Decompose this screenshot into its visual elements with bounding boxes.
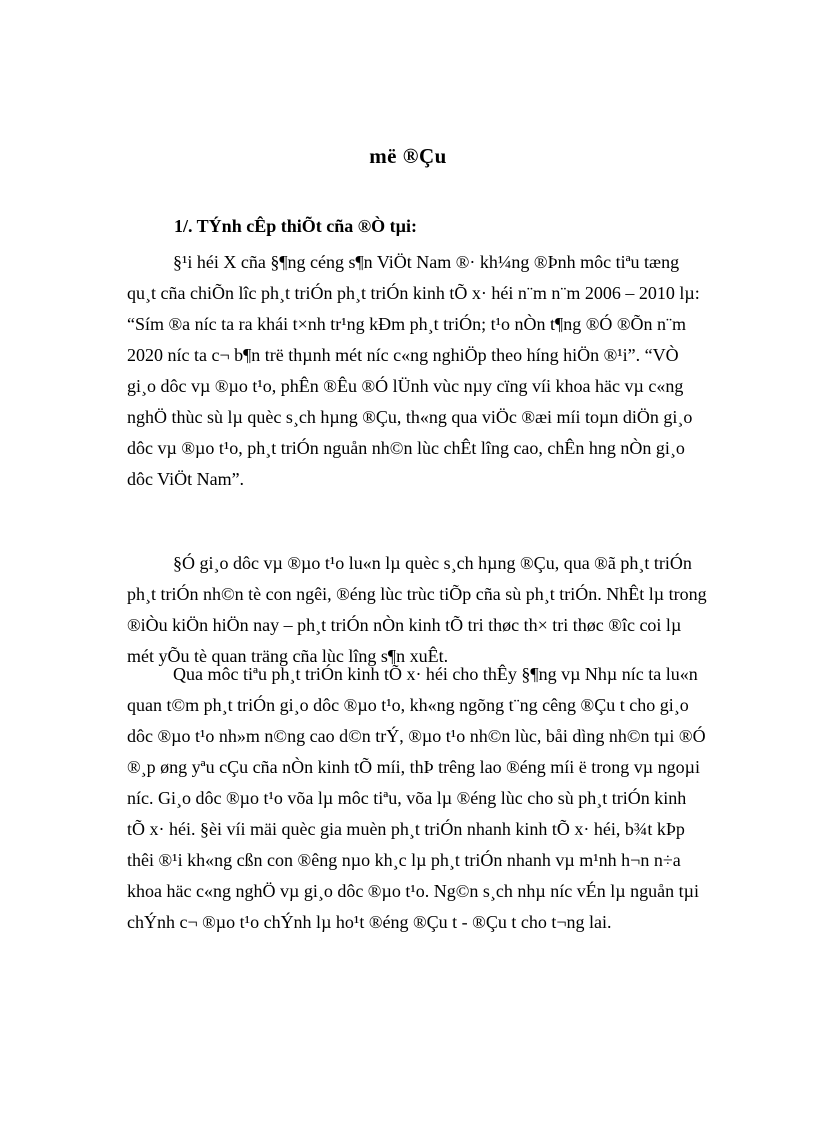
section-heading: 1/. TÝnh cÊp thiÕt cña ®Ò tµi:: [174, 216, 418, 236]
paragraph-line: ®iÒu kiÖn hiÖn nay – ph¸t triÓn nÒn kinh tÕ tri thøc th× tri thøc ®îc coi lµ: [127, 615, 682, 635]
paragraph-line: thêi ®¹i kh«ng cßn con ®êng nµo kh¸c lµ ph¸t triÓn nhanh vµ m¹nh h¬n n÷a: [127, 850, 681, 870]
paragraph-line: khoa häc c«ng nghÖ vµ gi¸o dôc ®µo t¹o. Ng©n s¸ch nhµ níc vÉn lµ nguån tµi: [127, 881, 700, 901]
paragraph-line: tÕ x· héi. §èi víi mäi quèc gia muèn ph¸t triÓn nhanh kinh tÕ x· héi, b¾t kÞp: [127, 819, 685, 839]
paragraph-line: qu¸t cña chiÕn lîc ph¸t triÓn ph¸t triÓn kinh tÕ x· héi n¨m n¨m 2006 – 2010 lµ:: [127, 283, 700, 303]
paragraph-line: mét yÕu tè quan träng cña lùc lîng s¶n xuÊt.: [127, 646, 449, 666]
paragraph-line: §Ó gi¸o dôc vµ ®µo t¹o lu«n lµ quèc s¸ch hµng ®Çu, qua ®ã ph¸t triÓn: [173, 553, 692, 573]
paragraph-line: ®¸p øng yªu cÇu cña nÒn kinh tÕ míi, thÞ trêng lao ®éng míi ë trong vµ ngoµi: [127, 757, 700, 777]
paragraph-line: 2020 níc ta c¬ b¶n trë thµnh mét níc c«ng nghiÖp theo híng hiÖn ®¹i”. “VÒ: [127, 345, 679, 365]
paragraph-line: §¹i héi X cña §¶ng céng s¶n ViÖt Nam ®· kh¼ng ®Þnh môc tiªu tæng: [173, 252, 680, 272]
paragraph-line: ph¸t triÓn nh©n tè con ngêi, ®éng lùc trùc tiÕp cña sù ph¸t triÓn. NhÊt lµ trong: [127, 584, 707, 604]
paragraph-line: níc. Gi¸o dôc ®µo t¹o võa lµ môc tiªu, võa lµ ®éng lùc cho sù ph¸t triÓn kinh: [127, 788, 687, 808]
paragraph-line: gi¸o dôc vµ ®µo t¹o, phÊn ®Êu ®Ó lÜnh vùc nµy cïng víi khoa häc vµ c«ng: [127, 376, 684, 396]
paragraph-line: “Sím ®a níc ta ra khái t×nh tr¹ng kÐm ph¸t triÓn; t¹o nÒn t¶ng ®Ó ®Õn n¨m: [127, 314, 687, 334]
paragraph-line: dôc ViÖt Nam”.: [127, 469, 245, 489]
paragraph-line: dôc vµ ®µo t¹o, ph¸t triÓn nguån nh©n lùc chÊt lîng cao, chÊn hng nÒn gi¸o: [127, 438, 685, 458]
paragraph-line: Qua môc tiªu ph¸t triÓn kinh tÕ x· héi cho thÊy §¶ng vµ Nhµ níc ta lu«n: [173, 664, 698, 684]
paragraph-line: dôc ®µo t¹o nh»m n©ng cao d©n trÝ, ®µo t¹o nh©n lùc, båi dìng nh©n tµi ®Ó: [127, 726, 706, 746]
paragraph-3: [127, 659, 771, 938]
paragraph-line: chÝnh c¬ ®µo t¹o chÝnh lµ ho¹t ®éng ®Çu t - ®Çu t cho t¬ng lai.: [127, 912, 612, 932]
paragraph-1: [127, 247, 771, 495]
paragraph-2: [127, 548, 771, 672]
paragraph-line: quan t©m ph¸t triÓn gi¸o dôc ®µo t¹o, kh«ng ngõng t¨ng cêng ®Çu t cho gi¸o: [127, 695, 689, 715]
page-title: më ®Çu: [369, 144, 447, 168]
paragraph-line: nghÖ thùc sù lµ quèc s¸ch hµng ®Çu, th«ng qua viÖc ®æi míi toµn diÖn gi¸o: [127, 407, 693, 427]
